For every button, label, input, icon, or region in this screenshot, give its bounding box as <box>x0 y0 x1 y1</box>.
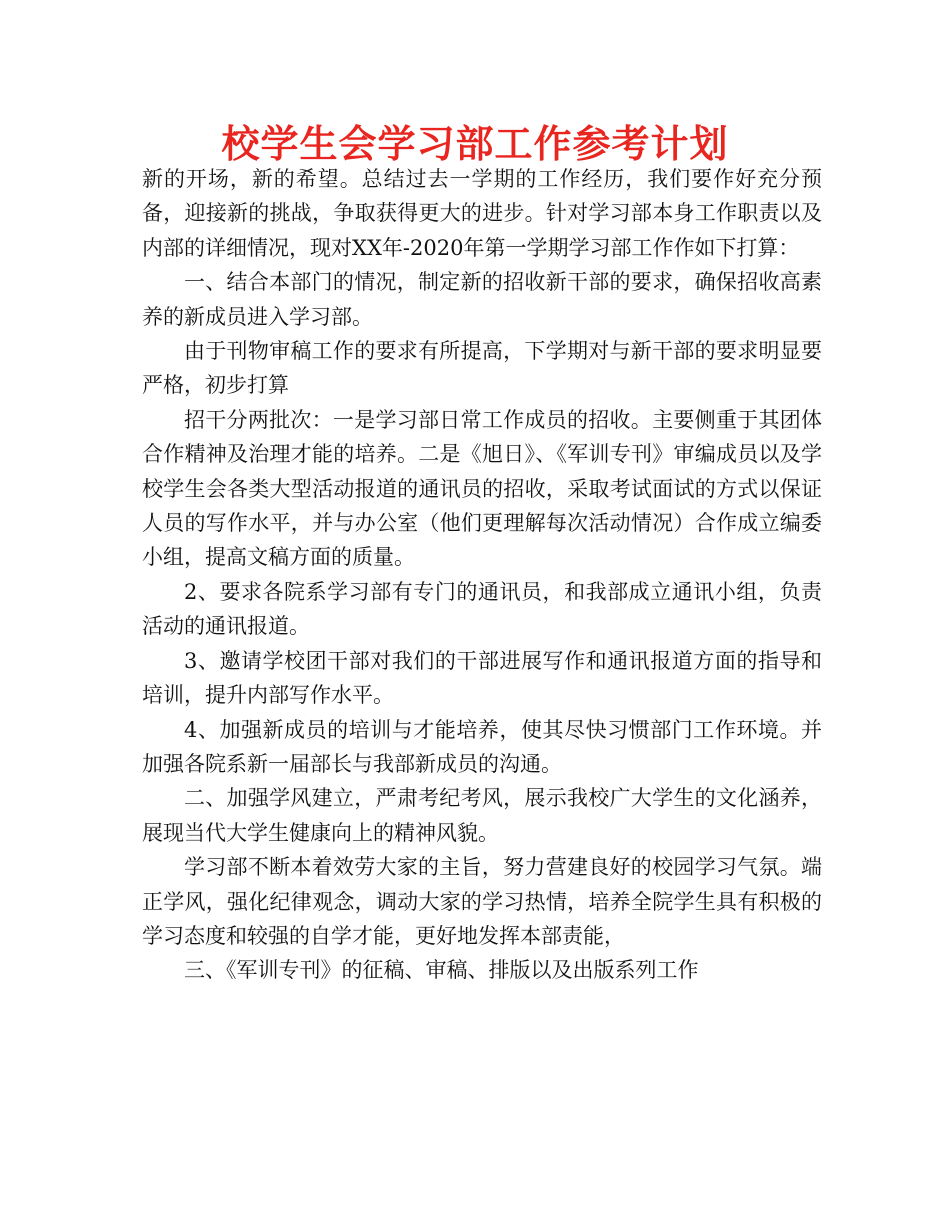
paragraph-item-3: 3、邀请学校团干部对我们的干部进展写作和通讯报道方面的指导和培训，提升内部写作水平。 <box>142 648 822 708</box>
paragraph-item-2: 2、要求各院系学习部有专门的通讯员，和我部成立通讯小组，负责活动的通讯报道。 <box>142 579 822 639</box>
paragraph-intro: 新的开场，新的希望。总结过去一学期的工作经历，我们要作好充分预备，迎接新的挑战，争取获得更大的进步。针对学习部本身工作职责以及内部的详细情况，现对XX年-2020年第一学期学习部工作作如下打算： <box>142 167 822 260</box>
paragraph-item-1: 一、结合本部门的情况，制定新的招收新干部的要求，确保招收高素养的新成员进入学习部。 <box>142 270 822 329</box>
paragraph-section-3: 三、《军训专刊》的征稿、审稿、排版以及出版系列工作 <box>184 958 699 983</box>
paragraph-section-2: 二、加强学风建立，严肃考纪考风，展示我校广大学生的文化涵养，展现当代大学生健康向上的精神风貌。 <box>142 786 822 845</box>
paragraph-recruitment: 招干分两批次：一是学习部日常工作成员的招收。主要侧重于其团体合作精神及治理才能的培养。二是《旭日》、《军训专刊》审编成员以及学校学生会各类大型活动报道的通讯员的招收，采取考试面试的方式以保证人员的写作水平，并与办公室（他们更理解每次活动情况）合作成立编委小组，提高文稿方面的质量。 <box>142 407 822 570</box>
paragraph-section-2-detail: 学习部不断本着效劳大家的主旨，努力营建良好的校园学习气氛。端正学风，强化纪律观念，调动大家的学习热情，培养全院学生具有积极的学习态度和较强的自学才能，更好地发挥本部责能， <box>142 855 822 948</box>
document-body <box>142 162 822 988</box>
paragraph-item-1-detail: 由于刊物审稿工作的要求有所提高，下学期对与新干部的要求明显要严格，初步打算 <box>142 339 822 398</box>
document-title: 校学生会学习部工作参考计划 <box>221 122 729 166</box>
paragraph-item-4: 4、加强新成员的培训与才能培养，使其尽快习惯部门工作环境。并加强各院系新一届部长与我部新成员的沟通。 <box>142 717 822 776</box>
